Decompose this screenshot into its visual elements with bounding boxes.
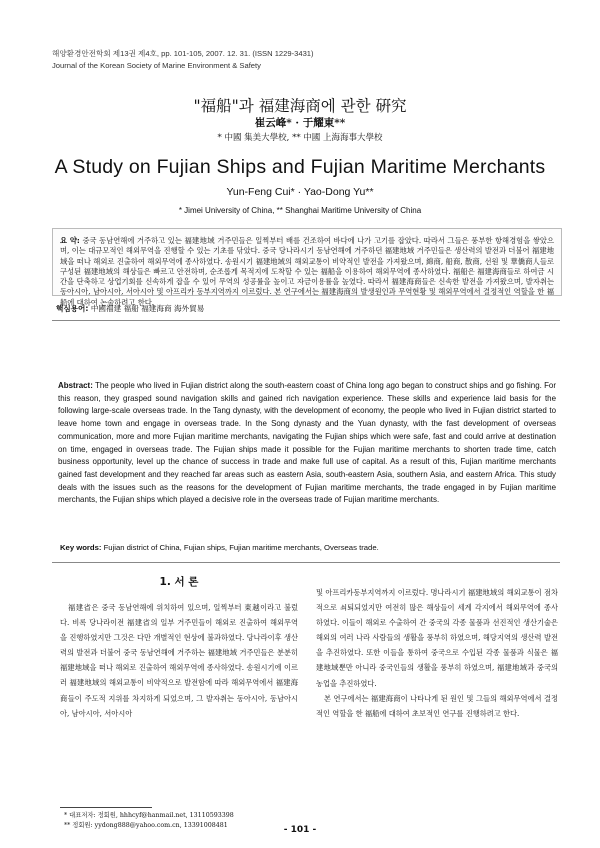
korean-keywords-text: 中國福建 福船 福建海商 海外貿易 bbox=[90, 304, 205, 313]
korean-keywords bbox=[56, 303, 204, 314]
korean-abstract-label: 요 약: bbox=[60, 236, 80, 245]
journal-info-line: 해양환경안전학회 제13권 제4호, pp. 101-105, 2007. 12. 31. (ISSN 1229-3431) bbox=[52, 49, 314, 58]
english-affiliations: * Jimei University of China, ** Shanghai Maritime University of China bbox=[178, 206, 422, 215]
footnote: * 대표저자: 정회원, hhhcyf@hanmail.net, 13110593398 bbox=[64, 812, 234, 819]
section-title: 1. 서 론 bbox=[159, 576, 199, 588]
korean-affiliations: * 中國 集美大學校, ** 中國 上海海事大學校 bbox=[217, 133, 383, 143]
page-number: - 101 - bbox=[283, 825, 317, 835]
korean-abstract-text: 중국 동남연해에 거주하고 있는 福建地域 거주민들은 일찍부터 배를 건조하여 바다에 나가 고기를 잡았다. 따라서 그들은 풍부한 항해경험을 쌓았으며, 이는 대규모적인 해외무역을 진행할 수 있는 기초를 닦았다. 중국 당나라시기 동남연해에 거주하던 福建地域 거주민들은 생산력의 발전과 더불어 福建地域을 떠나 해외로 진출하여 해외무역에 종사하였다. 송원시기 福建地域의 해외교통이 비약적인 발전을 가져왔으며, 綿商, 船商, 散商, 선원 및 華僑商人들로 구성된 福建地域의 해상들은 빠르고 안전하며, 순조롭게 목적지에 도착할 수 있는 福船을 이용하여 해외무역에 종사하였다. 福船은 福建海商들로 하여금 시간을 단축하고 상업기회를 신속하게 잡을 수 있어 무역의 성공률을 높이고 자금이용률을 높였다. 따라서 福建海商들은 신속한 발전을 가져왔으며, 발자취는 동아시아, 남아시아, 서아시아 및 아프리카 동부지역까지 이르렀다. 본 연구에서는 福建海商의 발생원인과 무역현황 및 해외무역에서 결정적인 역할을 한 福船에 대하여 논술하려고 한다. bbox=[60, 236, 554, 307]
journal-name-line: Journal of the Korean Society of Marine Environment & Safety bbox=[52, 61, 261, 70]
divider-line bbox=[52, 562, 560, 563]
korean-authors: 崔云峰* · 于耀東** bbox=[254, 117, 346, 129]
english-keywords-label: Key words: bbox=[60, 543, 102, 552]
footnote-rule bbox=[60, 807, 152, 808]
paragraph: 및 아프리카동부지역까지 이르렀다. 명나라시기 福建地域의 해외교통이 점차적으로 쇠퇴되었지만 여전히 많은 해상들이 세계 각지에서 해외무역에 종사하였다. 이들이 해외로 수출하여 간 중국의 각종 물품과 선진적인 생산기술은 해외의 여러 나라 사람들의 생활을 풍부히 하였으며, 해당지역의 생산력 발전을 추진하였다. 또한 이들을 통하여 중국으로 수입된 각종 물품과 식물은 福建地域뿐만 아니라 중국인들의 생활을 풍부히 하였으며, 福建地域과 중국의 농업을 추진하였다. bbox=[316, 588, 558, 688]
left-column bbox=[60, 600, 298, 721]
english-keywords bbox=[60, 543, 379, 552]
english-abstract-label: Abstract: bbox=[58, 381, 93, 390]
korean-title: "福船"과 福建海商에 관한 硏究 bbox=[193, 97, 407, 115]
paragraph: 福建省은 중국 동남연해에 위치하여 있으며, 일찍부터 東越이라고 불렀다. 비록 당나라이전 福建省의 일부 거주민들이 해외로 진출하여 해외무역을 진행하였지만 그것은 다만 개별적인 현상에 불과하였다. 당나라이후 생산력의 발전과 더불어 중국 동남연해에 거주하는 福建地域 거주민들은 분분히 福建地域을 떠나 해외로 진출하여 해외무역에 종사하였다. 송원시기에 이르러 福建地域의 해외교통이 비약적으로 발전함에 따라 해외무역에서 福建海商들이 주도적 지위를 차지하게 되었으며, 그 발자취는 동아시아, 동남아시아, 남아시아, 서아시아 bbox=[60, 603, 298, 718]
korean-abstract bbox=[60, 236, 554, 308]
english-authors: Yun-Feng Cui* · Yao-Dong Yu** bbox=[226, 186, 374, 198]
english-title: A Study on Fujian Ships and Fujian Maritime Merchants bbox=[54, 156, 546, 178]
korean-keywords-label: 핵심용어: bbox=[56, 304, 89, 313]
english-abstract bbox=[58, 380, 556, 507]
paragraph: 본 연구에서는 福建海商이 나타나게 된 원인 및 그들의 해외무역에서 결정적인 역할을 한 福船에 대하여 초보적인 연구를 진행하려고 한다. bbox=[316, 693, 558, 718]
english-keywords-text: Fujian district of China, Fujian ships, Fujian maritime merchants, Overseas trade. bbox=[103, 543, 379, 552]
right-column bbox=[316, 585, 558, 721]
footnote: ** 정회원: yydong888@yahoo.com.cn, 13391008481 bbox=[64, 822, 228, 829]
english-abstract-text: The people who lived in Fujian district along the south-eastern coast of China long ago began to construct ships and go fishing. For this reason, they grasped sound navigation skills and gained rich navigation experience. These skills and experience laid basis for the following large-scale overseas trade. In the Tang dynasty, with the development of economy, the people who lived in Fujian district started to leave home town and engage in overseas trade. In the Song dynasty and the Yuan dynasty, with the fast development of overseas communication, more and more Fujian maritime merchants, navigating the Fujian ships which were safe, fast and could arrive at destination on time, engaged in overseas trade. The Fujian ships made it possible for the Fujian maritime merchants to shorten trade time, catch business opportunity, level up the chance of success in trade and make full use of capital. As a result of this, Fujian maritime merchants gained fast development and they reached far areas such as eastern Asia, south-eastern Asia, southern Asia, and eastern Africa. This study deals with the issues such as the reasons for the development of Fujian maritime merchants, the trade engaged in by Fujian maritime merchants, the Fujian ships which played a decisive role in the overseas trade of Fujian maritime merchants. bbox=[58, 381, 556, 505]
divider-line bbox=[52, 320, 560, 321]
